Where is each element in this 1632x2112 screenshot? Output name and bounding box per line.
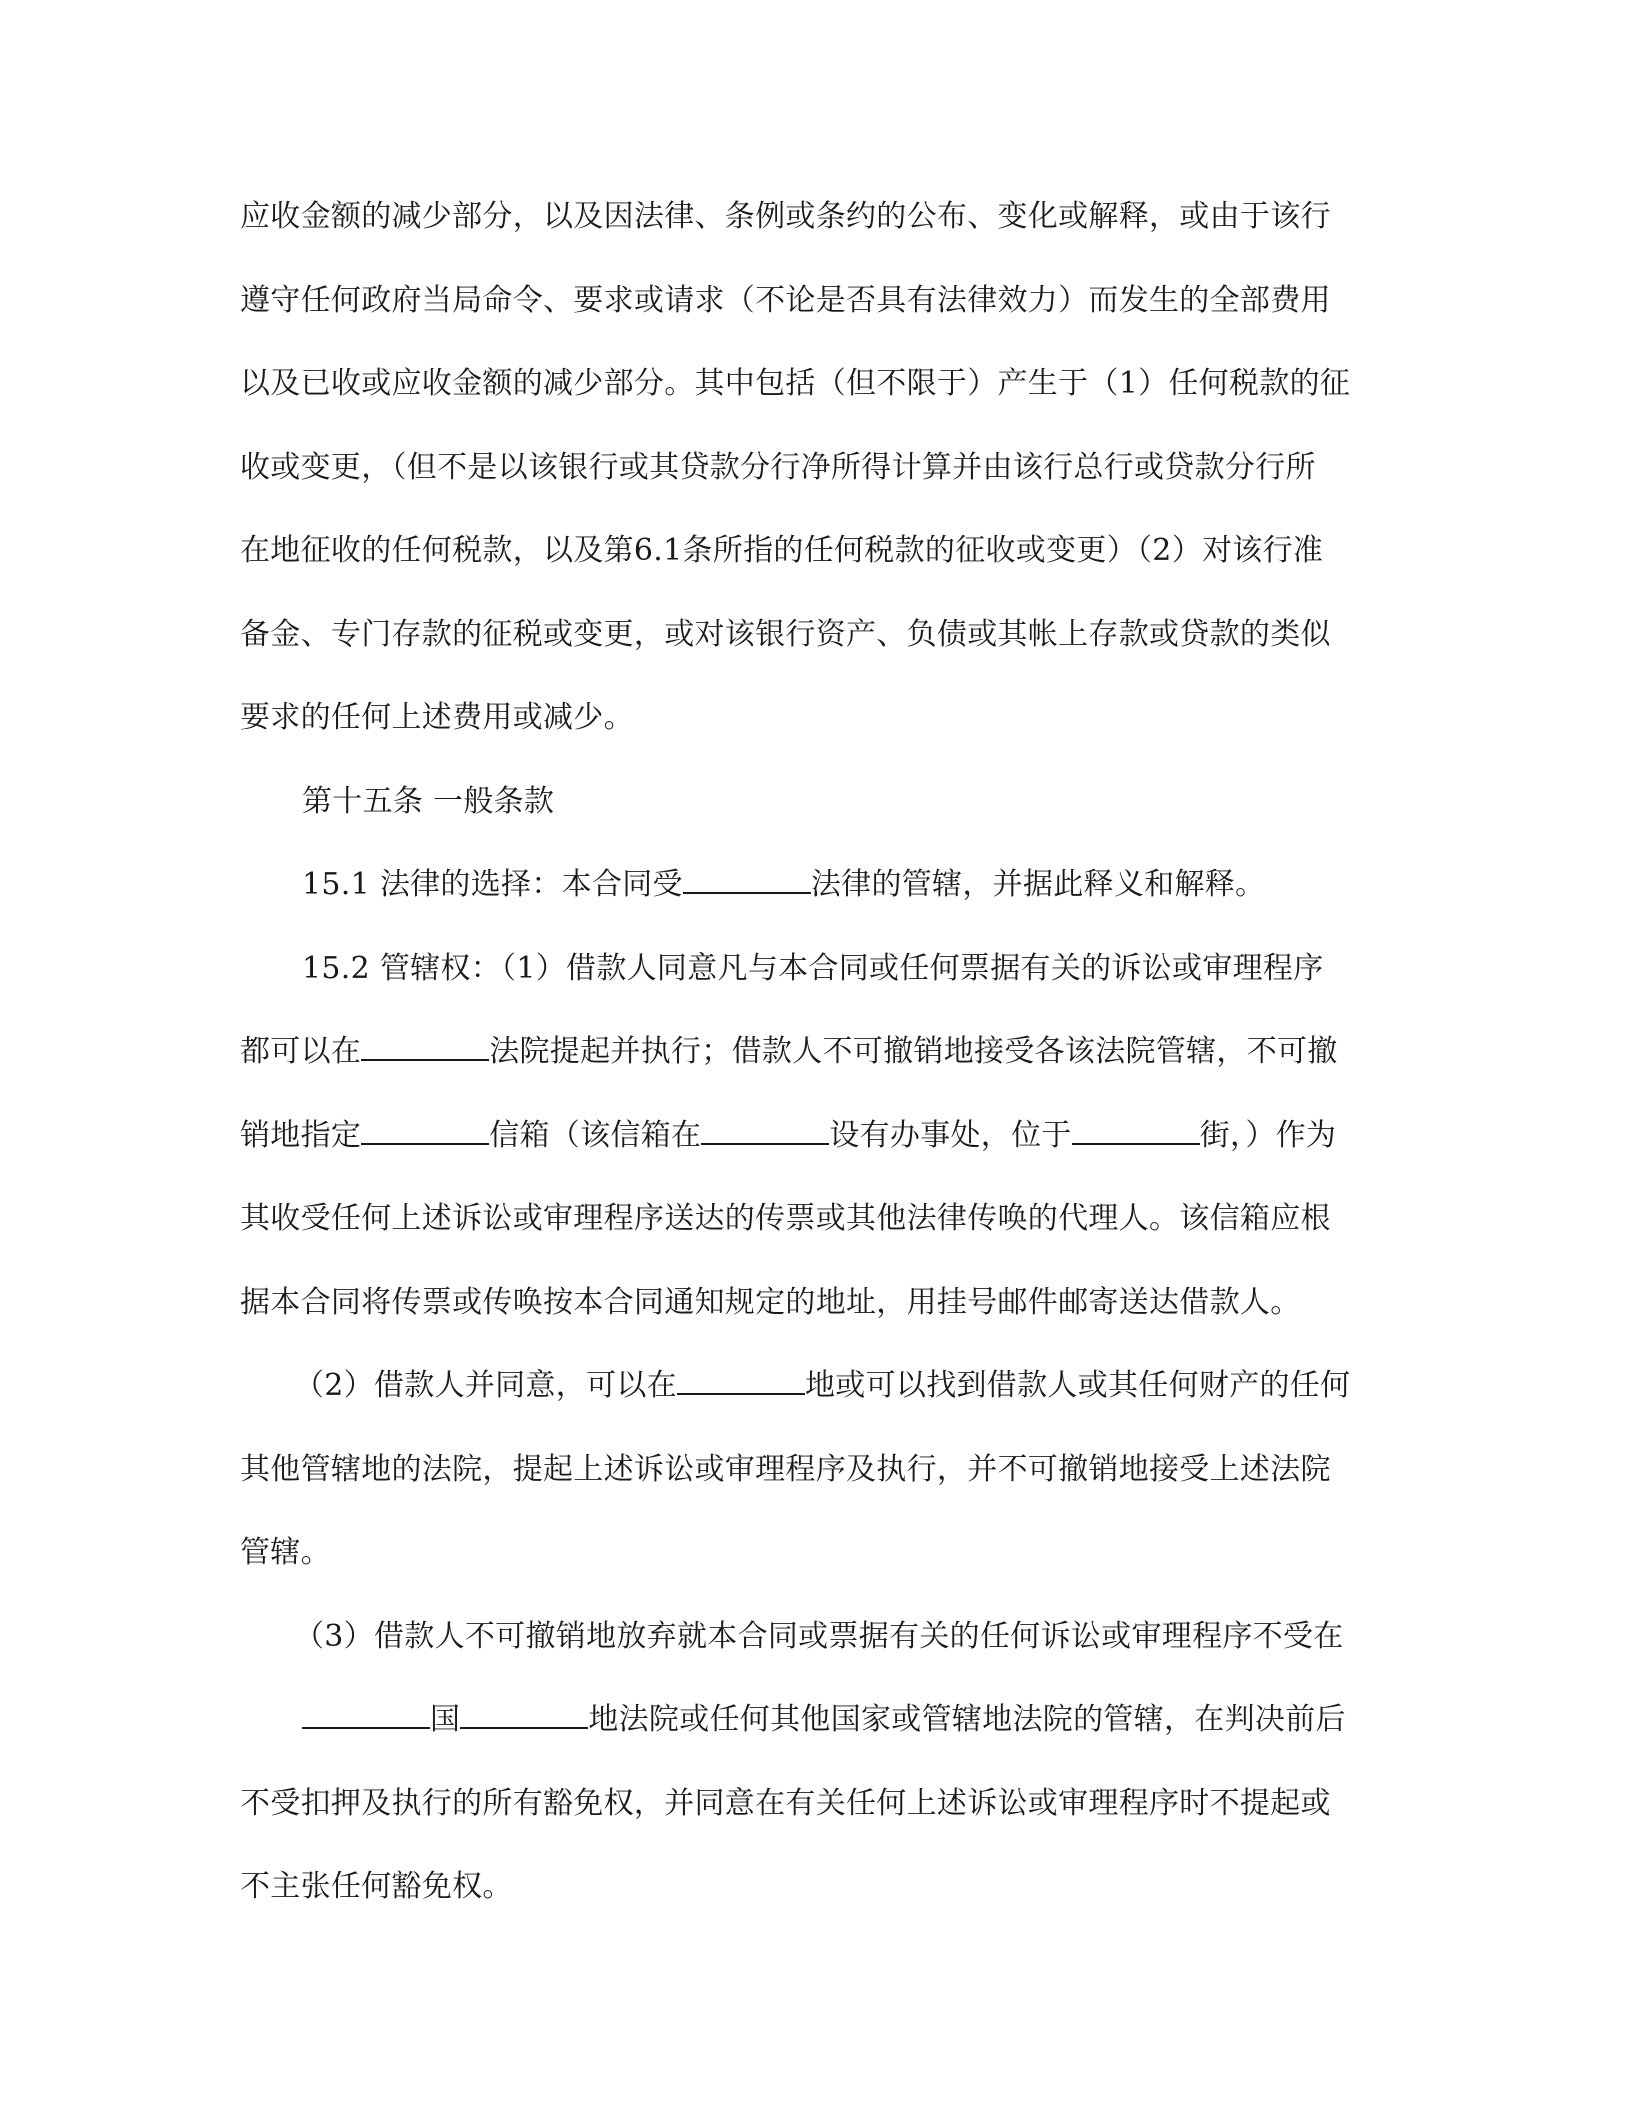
fill-in-blank bbox=[460, 1697, 588, 1729]
paragraph-line: 收或变更，（但不是以该银行或其贷款分行净所得计算并由该行总行或贷款分行所 bbox=[240, 449, 1316, 485]
text-segment: 国 bbox=[430, 1702, 461, 1737]
text-segment: 地法院或任何其他国家或管辖地法院的管辖，在判决前后 bbox=[588, 1702, 1346, 1737]
section-15-2-line: 其收受任何上述诉讼或审理程序送达的传票或其他法律传唤的代理人。该信箱应根 bbox=[240, 1201, 1331, 1236]
article-heading: 第十五条 一般条款 bbox=[302, 783, 555, 819]
fill-in-blank bbox=[361, 1113, 489, 1145]
paragraph-line: 在地征收的任何税款，以及第6.1条所指的任何税款的征收或变更）（2）对该行准 bbox=[240, 533, 1324, 568]
fill-in-blank bbox=[701, 1113, 829, 1145]
clause-2-line: 其他管辖地的法院，提起上述诉讼或审理程序及执行，并不可撤销地接受上述法院 bbox=[240, 1451, 1331, 1487]
clause-2-line bbox=[240, 1344, 1390, 1428]
clause-3-line bbox=[240, 1678, 1390, 1762]
text-segment: 15.1 法律的选择：本合同受 bbox=[302, 867, 683, 902]
clause-3-line: 不主张任何豁免权。 bbox=[240, 1869, 513, 1904]
section-15-2-line bbox=[240, 1094, 1390, 1178]
section-15-2-line: 据本合同将传票或传唤按本合同通知规定的地址，用挂号邮件邮寄送达借款人。 bbox=[240, 1284, 1301, 1320]
clause-3-line: （3）借款人不可撤销地放弃就本合同或票据有关的任何诉讼或审理程序不受在 bbox=[294, 1618, 1344, 1654]
clause-3-line: 不受扣押及执行的所有豁免权，并同意在有关任何上述诉讼或审理程序时不提起或 bbox=[240, 1785, 1331, 1821]
text-segment: 法院提起并执行；借款人不可撤销地接受各该法院管辖，不可撤 bbox=[489, 1034, 1338, 1069]
text-segment: 地或可以找到借款人或其任何财产的任何 bbox=[805, 1368, 1351, 1403]
fill-in-blank bbox=[302, 1697, 430, 1729]
paragraph-line: 遵守任何政府当局命令、要求或请求（不论是否具有法律效力）而发生的全部费用 bbox=[240, 282, 1331, 318]
text-segment: 法律的管辖，并据此释义和解释。 bbox=[810, 867, 1266, 902]
text-segment: 设有办事处，位于 bbox=[829, 1117, 1072, 1153]
fill-in-blank bbox=[1072, 1113, 1200, 1145]
fill-in-blank bbox=[677, 1363, 805, 1395]
section-15-1 bbox=[240, 843, 1390, 927]
fill-in-blank bbox=[683, 862, 811, 894]
document-page bbox=[240, 175, 1390, 1929]
text-segment: （2）借款人并同意，可以在 bbox=[294, 1368, 677, 1403]
paragraph-line: 应收金额的减少部分，以及因法律、条例或条约的公布、变化或解释，或由于该行 bbox=[240, 199, 1331, 234]
section-15-2-line: 15.2 管辖权：（1）借款人同意凡与本合同或任何票据有关的诉讼或审理程序 bbox=[302, 950, 1324, 986]
fill-in-blank bbox=[361, 1029, 489, 1061]
text-segment: 都可以在 bbox=[240, 1034, 362, 1069]
text-segment: 销地指定 bbox=[240, 1117, 362, 1153]
clause-2-line: 管辖。 bbox=[240, 1535, 331, 1570]
paragraph-line: 要求的任何上述费用或减少。 bbox=[240, 700, 634, 735]
paragraph-line: 备金、专门存款的征税或变更，或对该银行资产、负债或其帐上存款或贷款的类似 bbox=[240, 616, 1331, 652]
paragraph-line: 以及已收或应收金额的减少部分。其中包括（但不限于）产生于（1）任何税款的征 bbox=[240, 366, 1351, 401]
section-15-2-line bbox=[240, 1010, 1390, 1094]
text-segment: 街，）作为 bbox=[1199, 1117, 1337, 1153]
text-segment: 信箱（该信箱在 bbox=[489, 1117, 702, 1153]
